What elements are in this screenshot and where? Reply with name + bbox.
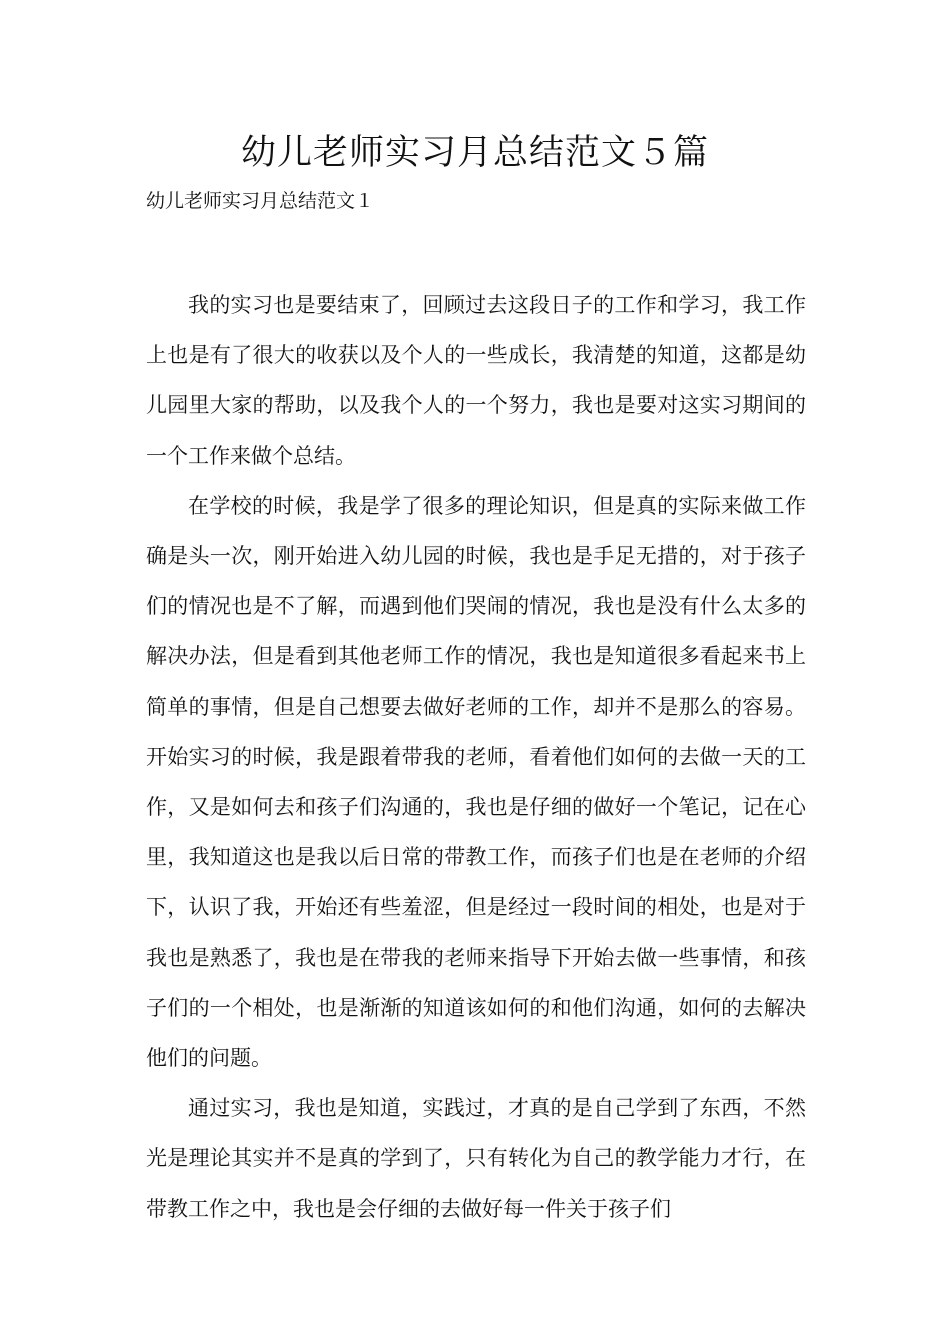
section-heading: 幼儿老师实习月总结范文１ xyxy=(146,190,375,212)
paragraph-1: 我的实习也是要结束了，回顾过去这段日子的工作和学习，我工作上也是有了很大的收获以及个人的一些成长，我清楚的知道，这都是幼儿园里大家的帮助，以及我个人的一个努力，我也是要对这实习期间的一个工作来做个总结。 xyxy=(146,293,806,468)
document-body xyxy=(146,280,806,1234)
document-title: 幼儿老师实习月总结范文５篇 xyxy=(240,133,709,173)
paragraph-3: 通过实习，我也是知道，实践过，才真的是自己学到了东西，不然光是理论其实并不是真的学到了，只有转化为自己的教学能力才行，在带教工作之中，我也是会仔细的去做好每一件关于孩子们 xyxy=(146,1096,806,1221)
paragraph-2: 在学校的时候，我是学了很多的理论知识，但是真的实际来做工作确是头一次，刚开始进入幼儿园的时候，我也是手足无措的，对于孩子们的情况也是不了解，而遇到他们哭闹的情况，我也是没有什么太多的解决办法，但是看到其他老师工作的情况，我也是知道很多看起来书上简单的事情，但是自己想要去做好老师的工作，却并不是那么的容易。开始实习的时候，我是跟着带我的老师，看着他们如何的去做一天的工作，又是如何去和孩子们沟通的，我也是仔细的做好一个笔记，记在心里，我知道这也是我以后日常的带教工作，而孩子们也是在老师的介绍下，认识了我，开始还有些羞涩，但是经过一段时间的相处，也是对于我也是熟悉了，我也是在带我的老师来指导下开始去做一些事情，和孩子们的一个相处，也是渐渐的知道该如何的和他们沟通，如何的去解决他们的问题。 xyxy=(146,493,806,1071)
